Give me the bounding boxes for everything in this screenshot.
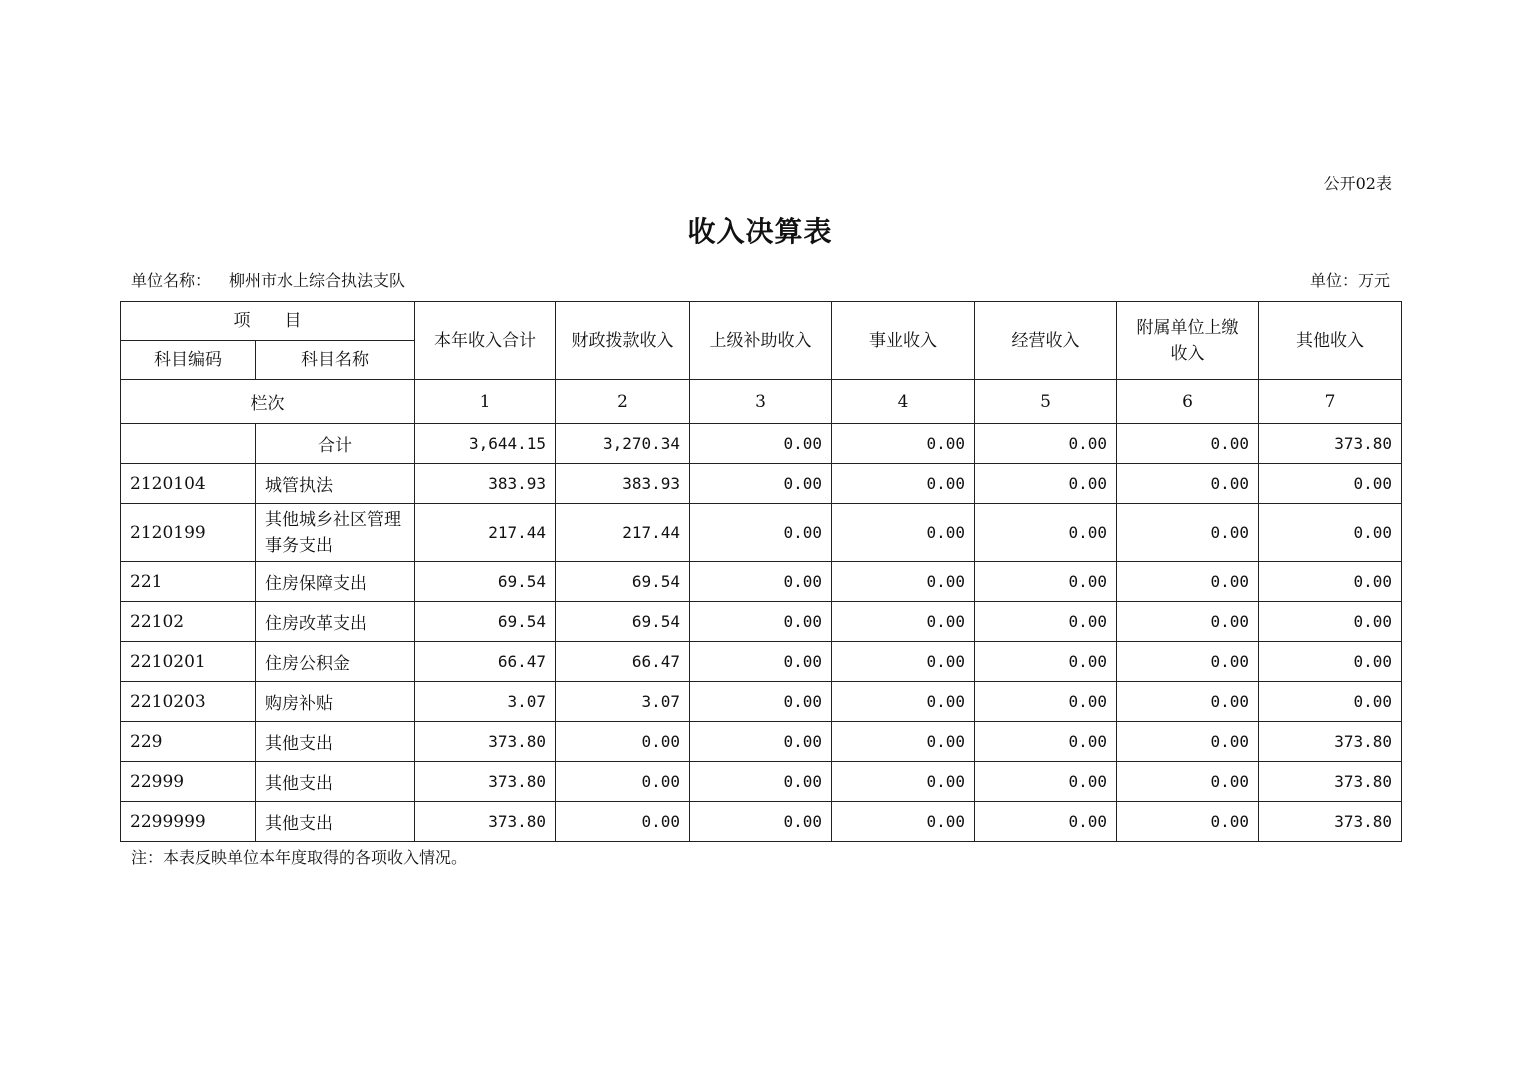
cell-value: 0.00 [975,642,1117,682]
cell-value: 0.00 [690,642,832,682]
cell-value: 0.00 [1259,562,1402,602]
header-col-2: 财政拨款收入 [556,302,690,380]
subject-name: 城管执法 [256,464,415,504]
cell-value: 0.00 [556,762,690,802]
cell-value: 0.00 [832,464,975,504]
cell-value: 0.00 [1117,722,1259,762]
cell-value: 0.00 [832,602,975,642]
total-value: 0.00 [832,424,975,464]
table-row [121,682,1402,722]
subject-name: 住房公积金 [256,642,415,682]
cell-value: 0.00 [1117,682,1259,722]
cell-value: 0.00 [690,562,832,602]
cell-value: 0.00 [975,562,1117,602]
unit-name-label: 单位名称： [131,271,212,290]
unit-name-line [131,268,405,291]
subject-code: 221 [121,562,256,602]
cell-value: 0.00 [975,762,1117,802]
table-row [121,642,1402,682]
cell-value: 0.00 [690,722,832,762]
cell-value: 373.80 [1259,762,1402,802]
header-col-4: 事业收入 [832,302,975,380]
cell-value: 66.47 [556,642,690,682]
cell-value: 69.54 [415,602,556,642]
cell-value: 0.00 [975,504,1117,562]
cell-value: 69.54 [415,562,556,602]
cell-value: 0.00 [975,602,1117,642]
col-number: 2 [556,380,690,424]
form-number: 公开02表 [1323,174,1392,193]
table-row [121,504,1402,562]
cell-value: 0.00 [1117,602,1259,642]
table-row [121,802,1402,842]
cell-value: 0.00 [1259,464,1402,504]
cell-value: 217.44 [556,504,690,562]
header-code: 科目编码 [121,341,256,380]
subject-code: 22102 [121,602,256,642]
subject-code: 2120104 [121,464,256,504]
cell-value: 0.00 [1117,504,1259,562]
cell-value: 383.93 [415,464,556,504]
cell-value: 0.00 [556,802,690,842]
header-col-6: 附属单位上缴收入 [1117,302,1259,380]
subject-name: 其他支出 [256,722,415,762]
subject-name: 其他支出 [256,762,415,802]
footnote: 注：本表反映单位本年度取得的各项收入情况。 [131,848,468,867]
cell-value: 0.00 [832,642,975,682]
col-number: 7 [1259,380,1402,424]
table-row [121,464,1402,504]
table-row [121,602,1402,642]
cell-value: 217.44 [415,504,556,562]
header-col-7: 其他收入 [1259,302,1402,380]
currency-unit: 单位：万元 [1309,271,1390,290]
header-item: 项 目 [121,302,415,341]
col-number: 3 [690,380,832,424]
cell-value: 0.00 [690,602,832,642]
subject-name: 购房补贴 [256,682,415,722]
subject-code: 2299999 [121,802,256,842]
cell-value: 0.00 [832,562,975,602]
cell-value: 0.00 [690,762,832,802]
subject-name: 住房保障支出 [256,562,415,602]
cell-value: 0.00 [832,802,975,842]
cell-value: 0.00 [832,504,975,562]
header-name: 科目名称 [256,341,415,380]
cell-value: 0.00 [832,722,975,762]
cell-value: 0.00 [690,464,832,504]
col-number: 5 [975,380,1117,424]
subject-code: 2210201 [121,642,256,682]
table-row [121,722,1402,762]
cell-value: 373.80 [1259,802,1402,842]
cell-value: 373.80 [415,802,556,842]
cell-value: 0.00 [975,464,1117,504]
cell-value: 0.00 [832,762,975,802]
cell-value: 0.00 [556,722,690,762]
total-value: 0.00 [975,424,1117,464]
cell-value: 69.54 [556,602,690,642]
total-value: 373.80 [1259,424,1402,464]
total-value: 3,270.34 [556,424,690,464]
cell-value: 0.00 [1117,802,1259,842]
cell-value: 0.00 [1259,682,1402,722]
cell-value: 0.00 [690,504,832,562]
cell-value: 0.00 [1117,642,1259,682]
header-col-1: 本年收入合计 [415,302,556,380]
page-title: 收入决算表 [687,215,833,248]
subject-code: 2210203 [121,682,256,722]
cell-value: 373.80 [415,762,556,802]
subject-name: 其他城乡社区管理事务支出 [256,504,415,562]
cell-value: 0.00 [1117,562,1259,602]
cell-value: 0.00 [832,682,975,722]
cell-value: 0.00 [1117,464,1259,504]
cell-value: 3.07 [415,682,556,722]
cell-value: 373.80 [415,722,556,762]
cell-value: 0.00 [975,802,1117,842]
cell-value: 0.00 [1117,762,1259,802]
cell-value: 383.93 [556,464,690,504]
row-index-label: 栏次 [121,380,415,424]
subject-name: 住房改革支出 [256,602,415,642]
header-col-3: 上级补助收入 [690,302,832,380]
cell-value: 69.54 [556,562,690,602]
cell-value: 0.00 [1259,602,1402,642]
unit-name-value: 柳州市水上综合执法支队 [229,271,406,290]
cell-value: 373.80 [1259,722,1402,762]
total-value: 0.00 [690,424,832,464]
cell-value: 0.00 [975,722,1117,762]
cell-value: 0.00 [1259,642,1402,682]
cell-value: 0.00 [690,682,832,722]
subject-code: 229 [121,722,256,762]
total-value: 0.00 [1117,424,1259,464]
total-label: 合计 [256,424,415,464]
table-row [121,762,1402,802]
table-row [121,562,1402,602]
subject-code: 2120199 [121,504,256,562]
cell-value: 66.47 [415,642,556,682]
cell-value: 0.00 [1259,504,1402,562]
income-table [120,301,1402,842]
subject-name: 其他支出 [256,802,415,842]
total-row [121,424,1402,464]
cell-value: 3.07 [556,682,690,722]
cell-value: 0.00 [975,682,1117,722]
col-number: 4 [832,380,975,424]
cell-value: 0.00 [690,802,832,842]
total-value: 3,644.15 [415,424,556,464]
subject-code: 22999 [121,762,256,802]
header-col-5: 经营收入 [975,302,1117,380]
total-code [121,424,256,464]
col-number: 1 [415,380,556,424]
col-number: 6 [1117,380,1259,424]
